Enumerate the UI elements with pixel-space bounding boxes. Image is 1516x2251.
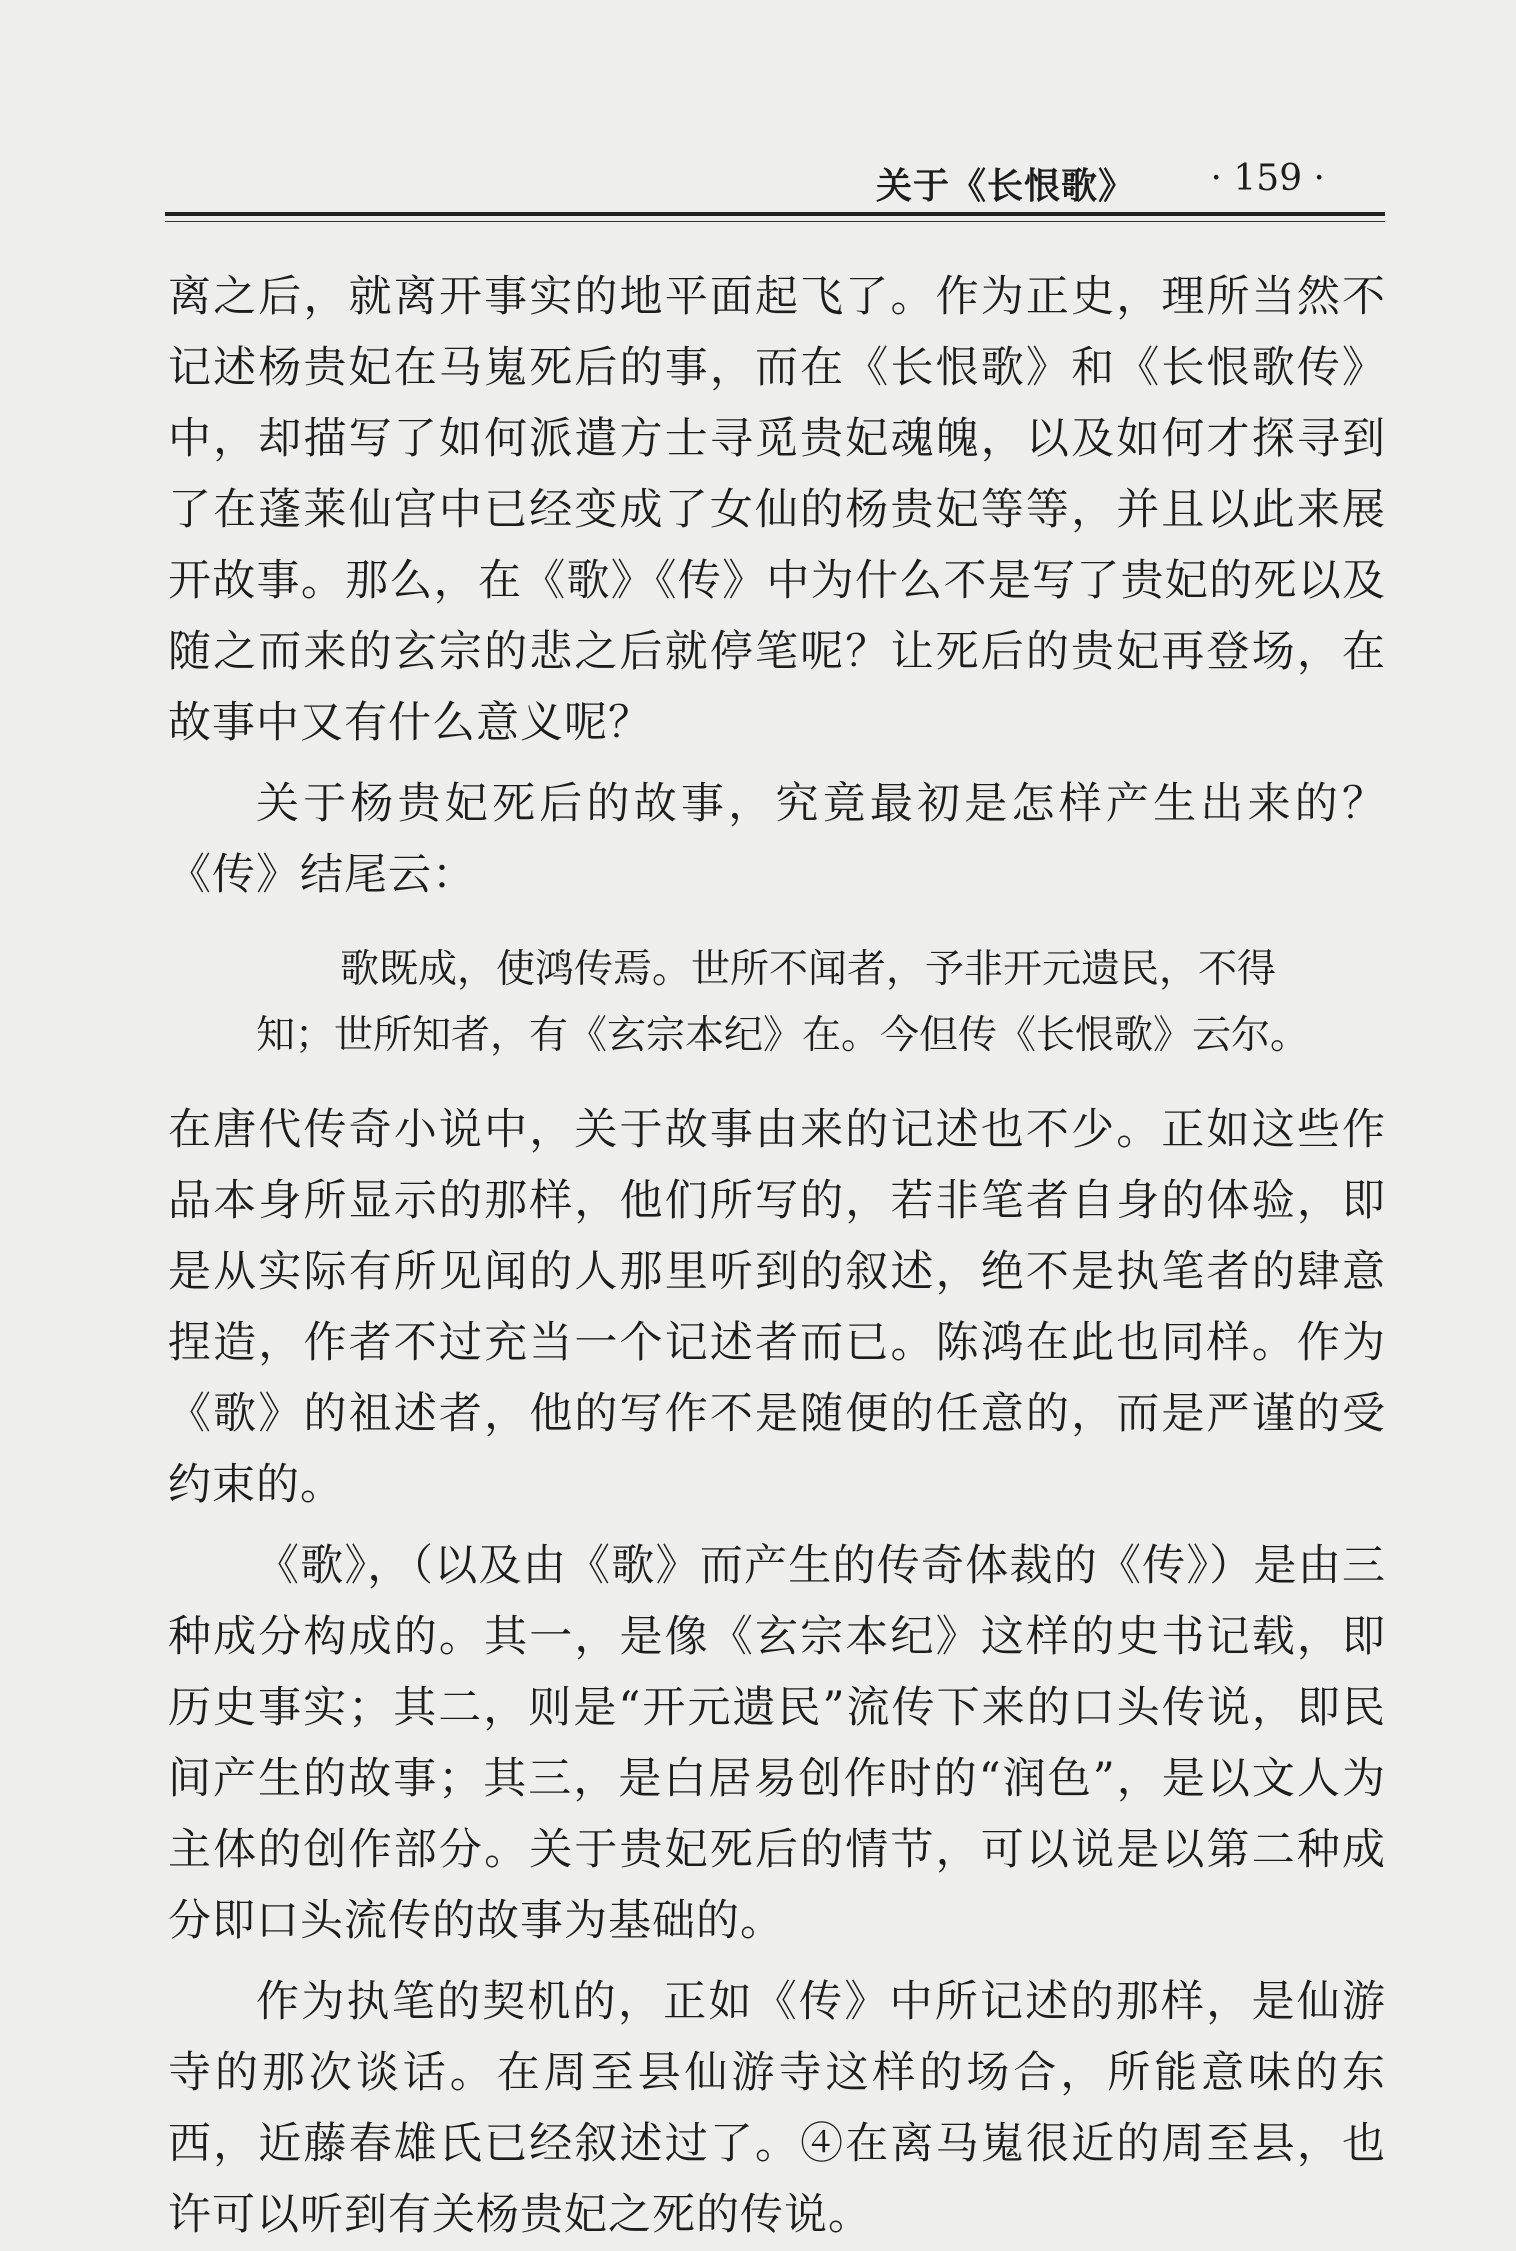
page-number: · 159 ·: [1210, 158, 1325, 199]
paragraph-2: 关于杨贵妃死后的故事，究竟最初是怎样产生出来的？《传》结尾云：: [168, 779, 1386, 900]
paragraph-5: 作为执笔的契机的，正如《传》中所记述的那样，是仙游寺的那次谈话。在周至县仙游寺这样的场合，所能意味的东西，近藤春雄氏已经叙述过了。④在离马嵬很近的周至县，也许可以听到有关杨贵妃之死的传说。: [168, 1977, 1386, 2240]
quote-line-1: 歌既成，使鸿传焉。世所不闻者，予非开元遗民，不得: [340, 947, 1277, 992]
quote-line-2: 知；世所知者，有《玄宗本纪》在。今但传《长恨歌》云尔。: [256, 1013, 1310, 1058]
running-title: 关于《长恨歌》: [875, 165, 1135, 207]
paragraph-3: 在唐代传奇小说中，关于故事由来的记述也不少。正如这些作品本身所显示的那样，他们所写的，若非笔者自身的体验，即是从实际有所见闻的人那里听到的叙述，绝不是执笔者的肆意捏造，作者不过充当一个记述者而已。陈鸿在此也同样。作为《歌》的祖述者，他的写作不是随便的任意的，而是严谨的受约束的。: [168, 1105, 1386, 1510]
header-rule-thick: [165, 212, 1385, 216]
header-rule-thin: [165, 221, 1385, 222]
paragraph-1: 离之后，就离开事实的地平面起飞了。作为正史，理所当然不记述杨贵妃在马嵬死后的事，而在《长恨歌》和《长恨歌传》中，却描写了如何派遣方士寻觅贵妃魂魄，以及如何才探寻到了在蓬莱仙宫中已经变成了女仙的杨贵妃等等，并且以此来展开故事。那么，在《歌》《传》中为什么不是写了贵妃的死以及随之而来的玄宗的悲之后就停笔呢？让死后的贵妃再登场，在故事中又有什么意义呢？: [168, 272, 1386, 748]
paragraph-4: 《歌》，（以及由《歌》而产生的传奇体裁的《传》）是由三种成分构成的。其一，是像《玄宗本纪》这样的史书记载，即历史事实；其二，则是“开元遗民”流传下来的口头传说，即民间产生的故事；其三，是白居易创作时的“润色”，是以文人为主体的创作部分。关于贵妃死后的情节，可以说是以第二种成分即口头流传的故事为基础的。: [168, 1541, 1386, 1946]
block-quote: [168, 937, 1386, 1069]
running-header: [165, 150, 1385, 210]
body-text: [168, 262, 1386, 2251]
